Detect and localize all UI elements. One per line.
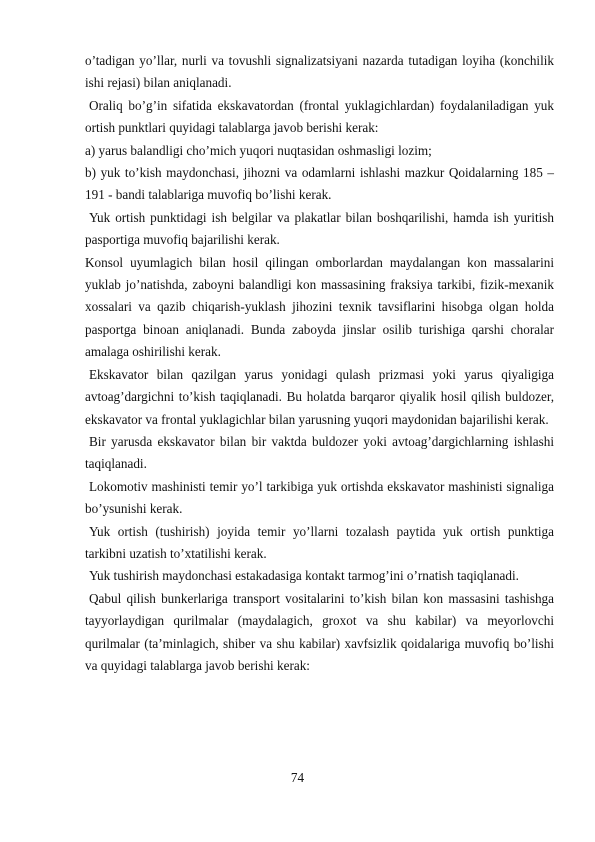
paragraph-2: Oraliq bo’g’in sifatida ekskavatordan (frontal yuklagichlardan) foydalaniladigan yuk ortish punktlari quyidagi talablarga javob berishi kerak: — [85, 97, 554, 136]
paragraph-12: Qabul qilish bunkerlariga transport vositalarini to’kish bilan kon massasini tashishga tayyorlaydigan qurilmalar (maydalagich, groxot va shu kabilar) va meyorlovchi qurilmalar (ta’minlagich, shiber va shu kabilar) xavfsizlik qoidalariga muvofiq bo’lishi va quyidagi talablarga javob berishi kerak: — [85, 590, 554, 673]
paragraph-1: o’tadigan yo’llar, nurli va tovushli signalizatsiyani nazarda tutadigan loyiha (konchilik ishi rejasi) bilan aniqlanadi. — [85, 53, 554, 91]
paragraph-9: Lokomotiv mashinisti temir yo’l tarkibiga yuk ortishda ekskavator mashinisti signaliga bo’ysunishi kerak. — [85, 478, 554, 517]
paragraph-10: Yuk ortish (tushirish) joyida temir yo’llarni tozalash paytida yuk ortish punktiga tarkibni uzatish to’xtatilishi kerak. — [85, 523, 554, 561]
paragraph-8: Bir yarusda ekskavator bilan bir vaktda buldozer yoki avtoag’dargichlarning ishlashi taqiqlanadi. — [85, 433, 554, 472]
page-number: 74 — [290, 770, 305, 785]
paragraph-6: Konsol uyumlagich bilan hosil qilingan omborlardan maydalangan kon massalarini yuklab jo’natishda, zaboyni balandligi kon massasining fraksiya tarkibi, fizik-mexanik xossalari va qazib chiqarish-yuklash jihozini texnik tavsiflarini hisobga olgan holda pasportga binoan aniqlanadi. Bunda zaboyda jinslar osilib turishiga qarshi choralar amalaga oshirilishi kerak. — [85, 254, 554, 360]
paragraph-3: a) yarus balandligi cho’mich yuqori nuqtasidan oshmasligi lozim; — [85, 142, 432, 158]
paragraph-11: Yuk tushirish maydonchasi estakadasiga kontakt tarmog’ini o’rnatish taqiqlanadi. — [89, 568, 519, 584]
paragraph-7: Ekskavator bilan qazilgan yarus yonidagi qulash prizmasi yoki yarus qiyaligiga avtoag’dargichni to’kish taqiqlanadi. Bu holatda barqaror qiyalik hosil qilish buldozer, ekskavator va frontal yuklagichlar bilan yarusning yuqori maydonidan bajarilishi kerak. — [85, 366, 554, 427]
paragraph-5: Yuk ortish punktidagi ish belgilar va plakatlar bilan boshqarilishi, hamda ish yuritish pasportiga muvofiq bajarilishi kerak. — [85, 209, 554, 248]
document-body — [85, 50, 554, 677]
paragraph-4: b) yuk to’kish maydonchasi, jihozni va odamlarni ishlashi mazkur Qoidalarning 185 – 191 - bandi talablariga muvofiq bo’lishi kerak. — [85, 165, 554, 203]
